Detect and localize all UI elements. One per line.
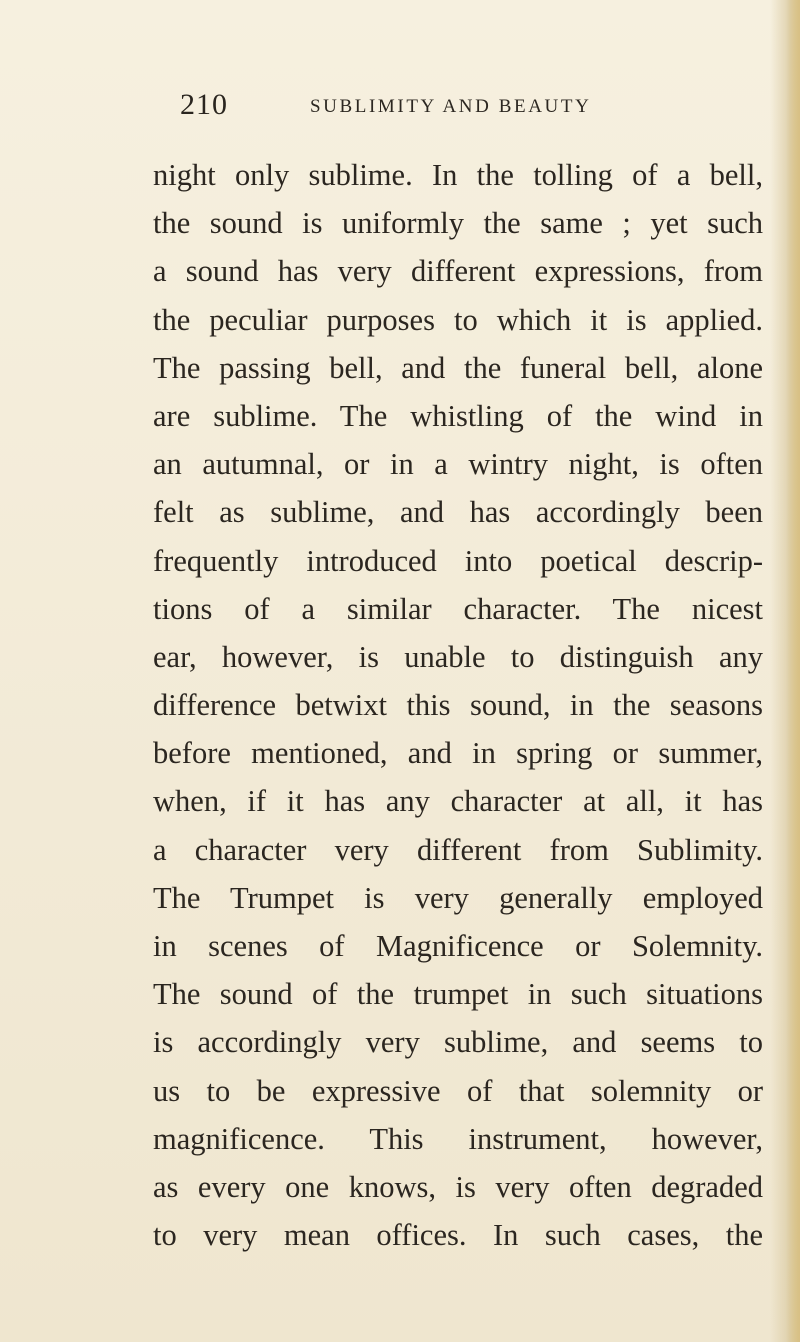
- text-line: before mentioned, and in spring or summer,: [153, 736, 763, 771]
- page-edge-shading: [786, 0, 800, 1342]
- text-line: the peculiar purposes to which it is applied.: [153, 302, 763, 337]
- text-line: magnificence. This instrument, however,: [153, 1121, 763, 1156]
- text-line: in scenes of Magnificence or Solemnity.: [153, 929, 763, 963]
- text-line: The Trumpet is very generally employed: [153, 880, 763, 915]
- text-line: The passing bell, and the funeral bell, alone: [153, 350, 763, 385]
- text-line: night only sublime. In the tolling of a bell,: [153, 158, 763, 192]
- text-line: tions of a similar character. The nicest: [153, 591, 763, 626]
- body-text: [153, 151, 763, 1259]
- text-line: as every one knows, is very often degraded: [153, 1169, 763, 1204]
- text-line: The sound of the trumpet in such situations: [153, 977, 763, 1012]
- text-line: to very mean offices. In such cases, the: [153, 1218, 763, 1253]
- text-line: when, if it has any character at all, it has: [153, 784, 763, 819]
- text-line: the sound is uniformly the same ; yet such: [153, 206, 763, 241]
- text-line: is accordingly very sublime, and seems to: [153, 1025, 763, 1060]
- text-line: an autumnal, or in a wintry night, is often: [153, 447, 763, 482]
- text-line: a sound has very different expressions, from: [153, 254, 763, 289]
- text-line: are sublime. The whistling of the wind in: [153, 398, 763, 433]
- text-line: difference betwixt this sound, in the seasons: [153, 688, 763, 723]
- text-line: ear, however, is unable to distinguish any: [153, 639, 763, 674]
- text-line: frequently introduced into poetical descrip-: [153, 543, 763, 578]
- running-head-title: SUBLIMITY AND BEAUTY: [310, 96, 592, 117]
- text-line: us to be expressive of that solemnity or: [153, 1073, 763, 1108]
- page-number: 210: [180, 88, 228, 121]
- text-line: a character very different from Sublimity.: [153, 832, 763, 867]
- text-line: felt as sublime, and has accordingly been: [153, 495, 763, 530]
